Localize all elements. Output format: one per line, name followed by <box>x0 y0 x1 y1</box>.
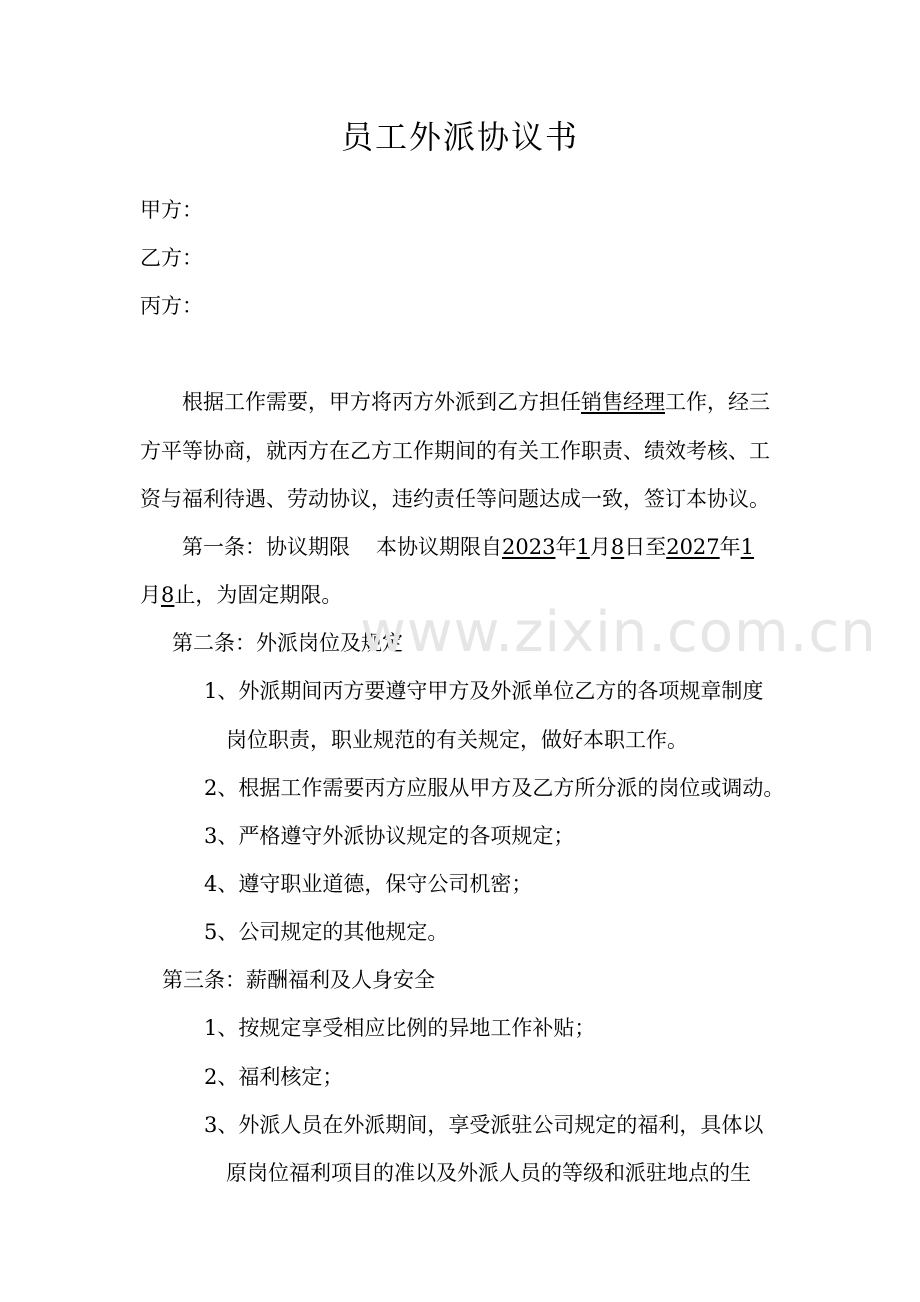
article1-month-char-2: 月 <box>140 583 161 607</box>
article3-item-1: 1、按规定享受相应比例的异地工作补贴； <box>204 1016 596 1040</box>
intro-line-3: 资与福利待遇、劳动协议，违约责任等问题达成一致，签订本协议。 <box>140 487 770 511</box>
article3-item-3-line-2: 原岗位福利项目的准以及外派人员的等级和派驻地点的生 <box>226 1161 751 1185</box>
article3-item-2: 2、福利核定； <box>204 1065 344 1089</box>
intro-text-post: 工作，经三 <box>665 390 770 414</box>
intro-line-2: 方平等协商，就丙方在乙方工作期间的有关工作职责、绩效考核、工 <box>140 439 770 463</box>
intro-text-pre: 根据工作需要，甲方将丙方外派到乙方担任 <box>182 390 581 414</box>
article2-item-1-line-2: 岗位职责，职业规范的有关规定，做好本职工作。 <box>226 728 688 752</box>
article1-text-post: 止，为固定期限。 <box>174 583 343 607</box>
article1-start-day: 8 <box>610 535 625 559</box>
article2-heading: 第二条：外派岗位及规定 <box>172 631 403 655</box>
article2-item-2: 2、根据工作需要丙方应服从甲方及乙方所分派的岗位或调动。 <box>204 776 785 800</box>
intro-position: 销售经理 <box>581 390 665 414</box>
party-b-label: 乙方： <box>140 246 203 270</box>
article1-line-1 <box>182 532 754 562</box>
article2-item-4: 4、遵守职业道德，保守公司机密； <box>204 872 533 896</box>
article2-item-1-line-1: 1、外派期间丙方要遵守甲方及外派单位乙方的各项规章制度 <box>204 679 764 703</box>
party-c-label: 丙方： <box>140 294 203 318</box>
article1-line-2 <box>140 580 342 610</box>
party-a-label: 甲方： <box>140 198 203 222</box>
article2-item-5: 5、公司规定的其他规定。 <box>204 920 449 944</box>
article1-start-month: 1 <box>576 535 590 559</box>
article1-year-char-2: 年 <box>719 535 741 559</box>
document-title: 员工外派协议书 <box>340 118 579 156</box>
article1-text-pre: 本协议期限自 <box>376 535 502 559</box>
article1-day-to: 日至 <box>624 535 667 559</box>
article1-start-year: 2023 <box>502 535 556 559</box>
article1-heading: 第一条：协议期限 <box>182 535 350 559</box>
article1-end-month: 1 <box>740 535 755 559</box>
article1-year-char: 年 <box>555 535 577 559</box>
watermark: www.zixin.com.cn <box>360 600 877 665</box>
intro-line-1 <box>182 387 770 417</box>
article3-heading: 第三条：薪酬福利及人身安全 <box>162 968 435 992</box>
article1-end-day: 8 <box>161 583 175 607</box>
article1-end-year: 2027 <box>666 535 720 559</box>
article1-month-char: 月 <box>589 535 611 559</box>
article2-item-3: 3、严格遵守外派协议规定的各项规定； <box>204 824 575 848</box>
article3-item-3-line-1: 3、外派人员在外派期间，享受派驻公司规定的福利，具体以 <box>204 1113 764 1137</box>
